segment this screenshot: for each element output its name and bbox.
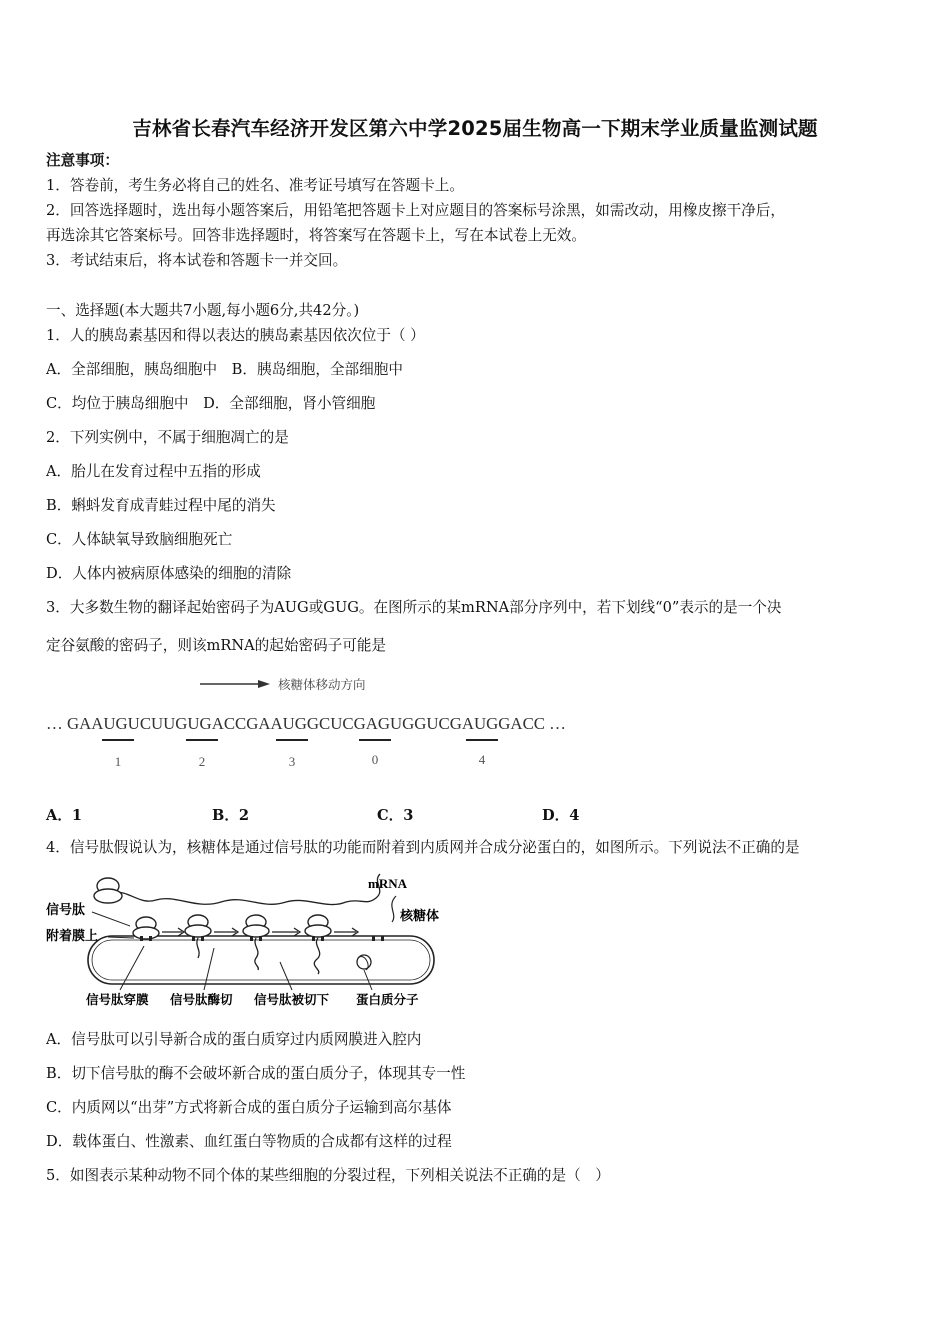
question-3-stem: 3．大多数生物的翻译起始密码子为AUG或GUG。在图所示的某mRNA部分序列中，若下划线“0”表示的是一个决	[46, 599, 782, 616]
question-1-stem: 1．人的胰岛素基因和得以表达的胰岛素基因依次位于（ ）	[46, 327, 425, 344]
question-2-option: B．蝌蚪发育成青蛙过程中尾的消失	[46, 497, 276, 514]
question-1-option: A．全部细胞，胰岛细胞中 B．胰岛细胞，全部细胞中	[46, 361, 403, 378]
ribosome-icon	[243, 915, 269, 937]
direction-label: 核糖体移动方向	[278, 678, 366, 692]
er-lumen	[92, 940, 430, 980]
ribosome-icon	[185, 915, 211, 937]
section-heading: 一、选择题(本大题共7小题,每小题6分,共42分。)	[46, 302, 360, 319]
page-title: 吉林省长春汽车经济开发区第六中学2025届生物高一下期末学业质量监测试题	[132, 117, 818, 140]
label-attached-membrane: 附着膜上	[46, 928, 99, 943]
arrow-icon	[272, 928, 300, 936]
arrow-icon	[162, 928, 184, 936]
ribosome-icon	[94, 889, 122, 903]
signal-peptide-figure	[46, 866, 466, 1010]
label-ribosome: 核糖体	[400, 908, 440, 923]
label-mrna: mRNA	[368, 876, 407, 891]
question-5-stem: 5．如图表示某种动物不同个体的某些细胞的分裂过程，下列相关说法不正确的是（ ）	[46, 1167, 610, 1184]
ribosome-icon	[305, 915, 331, 937]
mrna-strand	[108, 874, 380, 905]
arrow-icon	[334, 928, 358, 936]
codon-mark: 1	[114, 754, 122, 769]
question-4-stem: 4．信号肽假说认为，核糖体是通过信号肽的功能而附着到内质网并合成分泌蛋白的，如图所示。下列说法不正确的是	[46, 839, 800, 856]
question-2-option: C．人体缺氧导致脑细胞死亡	[46, 531, 233, 548]
label-signal-peptide: 信号肽	[46, 902, 86, 917]
question-3-option: A．1	[46, 807, 83, 824]
question-4-option: B．切下信号肽的酶不会破坏新合成的蛋白质分子，体现其专一性	[46, 1065, 466, 1082]
notes-item: 再选涂其它答案标号。回答非选择题时，将答案写在答题卡上，写在本试卷上无效。	[46, 227, 586, 244]
question-3-option: B．2	[212, 807, 250, 824]
label-peptidase-cut: 信号肽酶切	[170, 993, 233, 1007]
label-signal-cleaved: 信号肽被切下	[254, 993, 330, 1007]
question-2-option: A．胎儿在发育过程中五指的形成	[46, 463, 261, 480]
arrow-icon	[214, 928, 238, 936]
question-3-option: D．4	[542, 807, 580, 824]
question-4-option: C．内质网以“出芽”方式将新合成的蛋白质分子运输到高尔基体	[46, 1099, 452, 1116]
question-3-option: C．3	[377, 807, 414, 824]
notes-item: 1．答卷前，考生务必将自己的姓名、准考证号填写在答题卡上。	[46, 177, 464, 194]
mrna-sequence: … GAAUGUCUUGUGACCGAAUGGCUCGAGUGGUCGAUGGACC …	[46, 714, 566, 733]
notes-item: 3．考试结束后，将本试卷和答题卡一并交回。	[46, 252, 348, 269]
arrowhead-icon	[258, 680, 270, 688]
mrna-sequence-figure	[46, 672, 606, 780]
notes-item: 2．回答选择题时，选出每小题答案后，用铅笔把答题卡上对应题目的答案标号涂黑，如需改动，用橡皮擦干净后，	[46, 202, 785, 219]
codon-mark: 0	[371, 752, 379, 767]
codon-mark: 4	[478, 752, 486, 767]
codon-mark: 2	[198, 754, 206, 769]
label-protein-molecule: 蛋白质分子	[356, 993, 419, 1007]
notes-heading: 注意事项：	[46, 152, 119, 169]
question-2-stem: 2．下列实例中，不属于细胞凋亡的是	[46, 429, 289, 446]
label-signal-crossing: 信号肽穿膜	[86, 993, 149, 1007]
er-membrane	[88, 936, 434, 984]
question-2-option: D．人体内被病原体感染的细胞的清除	[46, 565, 292, 582]
question-1-option: C．均位于胰岛细胞中 D．全部细胞，肾小管细胞	[46, 395, 376, 412]
question-3-options	[46, 804, 646, 824]
question-4-option: A．信号肽可以引导新合成的蛋白质穿过内质网膜进入腔内	[46, 1031, 422, 1048]
codon-mark: 3	[288, 754, 296, 769]
ribosome-icon	[133, 917, 159, 939]
question-3-stem-continued: 定谷氨酸的密码子，则该mRNA的起始密码子可能是	[46, 637, 387, 654]
question-4-option: D．载体蛋白、性激素、血红蛋白等物质的合成都有这样的过程	[46, 1133, 452, 1150]
